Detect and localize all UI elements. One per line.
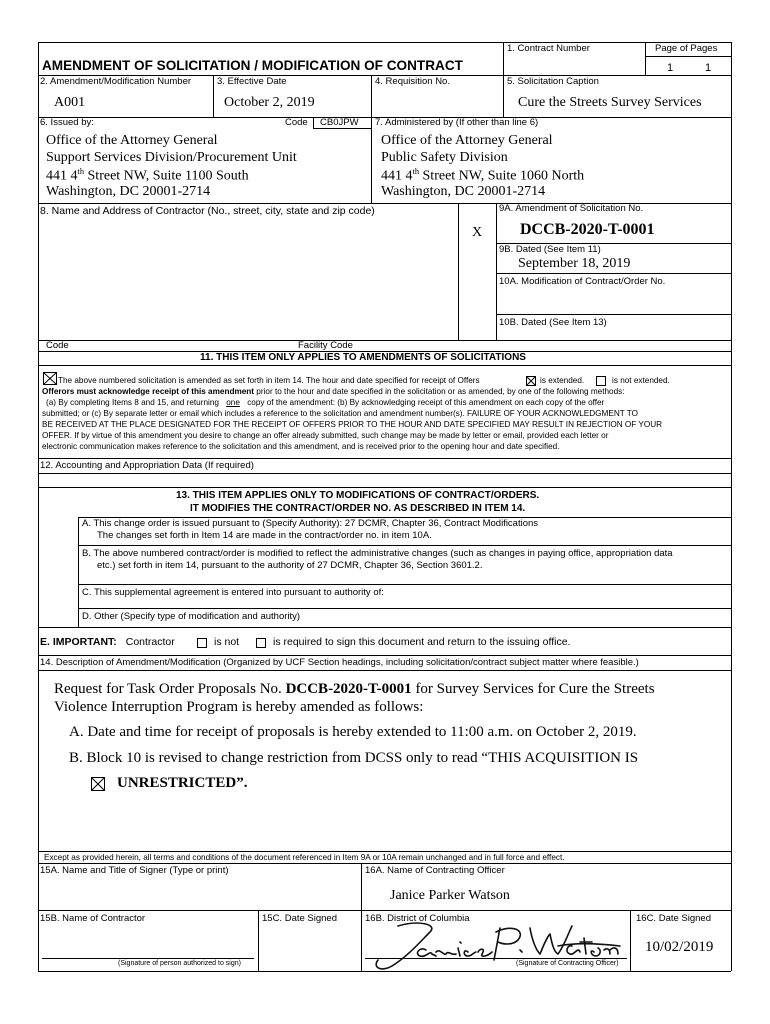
page-of-pages-label: Page of Pages — [655, 43, 718, 54]
sig-officer-caption: (Signature of Contracting Officer) — [516, 960, 619, 967]
district-label: 16B. District of Columbia — [365, 913, 470, 924]
issued-by-label: 6. Issued by: — [40, 117, 94, 128]
solicitation-number: DCCB-2020-T-0001 — [520, 221, 655, 238]
amendment-number-label: 2. Amendment/Modification Number — [40, 76, 192, 87]
administered-by-line1: Office of the Attorney General — [381, 133, 553, 148]
item11-line5: BE RECEIVED AT THE PLACE DESIGNATED FOR THE RECEIPT OF OFFERS PRIOR TO THE HOUR AND DATE SPECIFIED MAY RESULT IN REJECTION OF YOUR — [42, 420, 663, 429]
date-signed-16c-label: 16C. Date Signed — [636, 913, 711, 924]
item14-label: 14. Description of Amendment/Modification (Organized by UCF Section headings, including solicitation/contract subject matter where feasible.) — [40, 657, 639, 668]
extended-label: is extended. — [540, 376, 585, 385]
officer-name: Janice Parker Watson — [390, 888, 510, 903]
solicitation-amended-checkbox[interactable] — [43, 372, 57, 385]
administered-by-line2: Public Safety Division — [381, 150, 508, 165]
amend-solicitation-mark: X — [472, 225, 483, 240]
mod-contract-label: 10A. Modification of Contract/Order No. — [499, 276, 666, 287]
item12-label: 12. Accounting and Appropriation Data (If required) — [40, 460, 254, 471]
except-text: Except as provided herein, all terms and conditions of the document referenced in Item 9A or 10A remain unchanged and in full force and effect. — [44, 853, 565, 862]
effective-date-label: 3. Effective Date — [217, 76, 287, 87]
code-label: Code — [285, 117, 308, 128]
item11-line1: The above numbered solicitation is amended as set forth in item 14. The hour and date specified for receipt of Offers — [58, 376, 480, 385]
page-current: 1 — [667, 62, 674, 74]
not-extended-label: is not extended. — [612, 376, 670, 385]
important-row: E. IMPORTANT: Contractor — [40, 636, 175, 648]
contractor-label: 8. Name and Address of Contractor (No., street, city, state and zip code) — [40, 205, 375, 217]
item11-line3: (a) By completing Items 8 and 15, and returning one copy of the amendment: (b) By acknowledging receipt of this amendment on each copy of the offer — [46, 398, 605, 407]
contractor-is-required-checkbox[interactable] — [256, 638, 266, 648]
sig-contractor-caption: (Signature of person authorized to sign) — [118, 960, 241, 967]
amendment-number: A001 — [54, 95, 86, 110]
item11-line6: OFFER. If by virtue of this amendment you desire to change an offer already submitted, such change may be made by letter or email, provided each letter or — [42, 431, 609, 440]
officer-label: 16A. Name of Contracting Officer — [365, 865, 505, 876]
item13-a1: A. This change order is issued pursuant to (Specify Authority): 27 DCMR, Chapter 36, Contract Modifications — [82, 518, 539, 529]
item11-line4: submitted; or (c) By separate letter or email which includes a reference to the solicitation and amendment number(s). FAILURE OF YOUR ACKNOWLEDGMENT TO — [42, 409, 638, 418]
administered-by-line3: 441 4th Street NW, Suite 1060 North — [381, 167, 585, 184]
date-signed-16c: 10/02/2019 — [645, 939, 714, 955]
contractor-name-label: 15B. Name of Contractor — [40, 913, 146, 924]
checked-x-icon — [527, 377, 535, 385]
form-title: AMENDMENT OF SOLICITATION / MODIFICATION OF CONTRACT — [42, 57, 463, 73]
item13-d: D. Other (Specify type of modification and authority) — [82, 611, 301, 622]
item14-p2: Violence Interruption Program is hereby amended as follows: — [54, 699, 424, 715]
unrestricted-checkbox[interactable] — [91, 777, 105, 791]
amend-solicitation-label: 9A. Amendment of Solicitation No. — [499, 203, 644, 214]
administered-by-line4: Washington, DC 20001-2714 — [381, 184, 546, 199]
item13-b1: B. The above numbered contract/order is modified to reflect the administrative changes (such as changes in paying office, appropriation data — [82, 548, 673, 559]
effective-date: October 2, 2019 — [224, 95, 315, 110]
date-signed-15c-label: 15C. Date Signed — [262, 913, 337, 924]
is-required-label: is required to sign this document and return to the issuing office. — [273, 636, 571, 648]
administered-label: 7. Administered by (If other than line 6) — [375, 117, 539, 128]
facility-code-label: Facility Code — [298, 340, 353, 351]
is-not-label: is not — [214, 636, 240, 648]
item14-p1: Request for Task Order Proposals No. DCCB-2020-T-0001 for Survey Services for Cure the Streets — [54, 681, 655, 697]
solicitation-caption: Cure the Streets Survey Services — [518, 95, 702, 110]
signer-label: 15A. Name and Title of Signer (Type or print) — [40, 865, 229, 876]
issued-by-line3: 441 4th Street NW, Suite 1100 South — [46, 167, 249, 184]
item11-line2: Offerors must acknowledge receipt of this amendment prior to the hour and date specified in the solicitation or as amended, by one of the following methods: — [42, 387, 625, 396]
dated-9b: September 18, 2019 — [518, 256, 631, 271]
item13-b2: etc.) set forth in item 14, pursuant to the authority of 27 DCMR, Chapter 36, Section 3601.2. — [97, 560, 483, 571]
not-extended-checkbox[interactable] — [596, 376, 606, 386]
dated-9b-label: 9B. Dated (See Item 11) — [499, 244, 601, 255]
code-value: CB0JPW — [320, 117, 359, 128]
item11-line7: electronic communication makes reference to the solicitation and this amendment, and is received prior to the opening hour and date specified. — [42, 442, 560, 451]
contractor-is-not-checkbox[interactable] — [197, 638, 207, 648]
issued-by-line4: Washington, DC 20001-2714 — [46, 184, 211, 199]
checked-x-icon — [92, 778, 104, 790]
item14-unrestricted: UNRESTRICTED”. — [117, 775, 248, 791]
item13-c: C. This supplemental agreement is entered into pursuant to authority of: — [82, 587, 384, 598]
requisition-label: 4. Requisition No. — [375, 76, 450, 87]
contract-number-label: 1. Contract Number — [507, 43, 590, 54]
item13-a2: The changes set forth in Item 14 are made in the contract/order no. in item 10A. — [97, 530, 432, 541]
item14-b: B. Block 10 is revised to change restriction from DCSS only to read “THIS ACQUISITION IS — [69, 750, 639, 766]
item14-a: A. Date and time for receipt of proposals is hereby extended to 11:00 a.m. on October 2, 2019. — [69, 724, 637, 740]
page-total: 1 — [705, 62, 712, 74]
item13-heading2: IT MODIFIES THE CONTRACT/ORDER NO. AS DESCRIBED IN ITEM 14. — [190, 503, 526, 514]
dated-10b-label: 10B. Dated (See Item 13) — [499, 317, 607, 328]
solicitation-caption-label: 5. Solicitation Caption — [507, 76, 599, 87]
checked-x-icon — [44, 373, 56, 384]
issued-by-line1: Office of the Attorney General — [46, 133, 218, 148]
extended-checkbox[interactable] — [526, 376, 536, 386]
item11-heading: 11. THIS ITEM ONLY APPLIES TO AMENDMENTS OF SOLICITATIONS — [200, 352, 526, 363]
code-bottom-label: Code — [46, 340, 69, 351]
item13-heading1: 13. THIS ITEM APPLIES ONLY TO MODIFICATIONS OF CONTRACT/ORDERS. — [176, 490, 540, 501]
issued-by-line2: Support Services Division/Procurement Unit — [46, 150, 297, 165]
